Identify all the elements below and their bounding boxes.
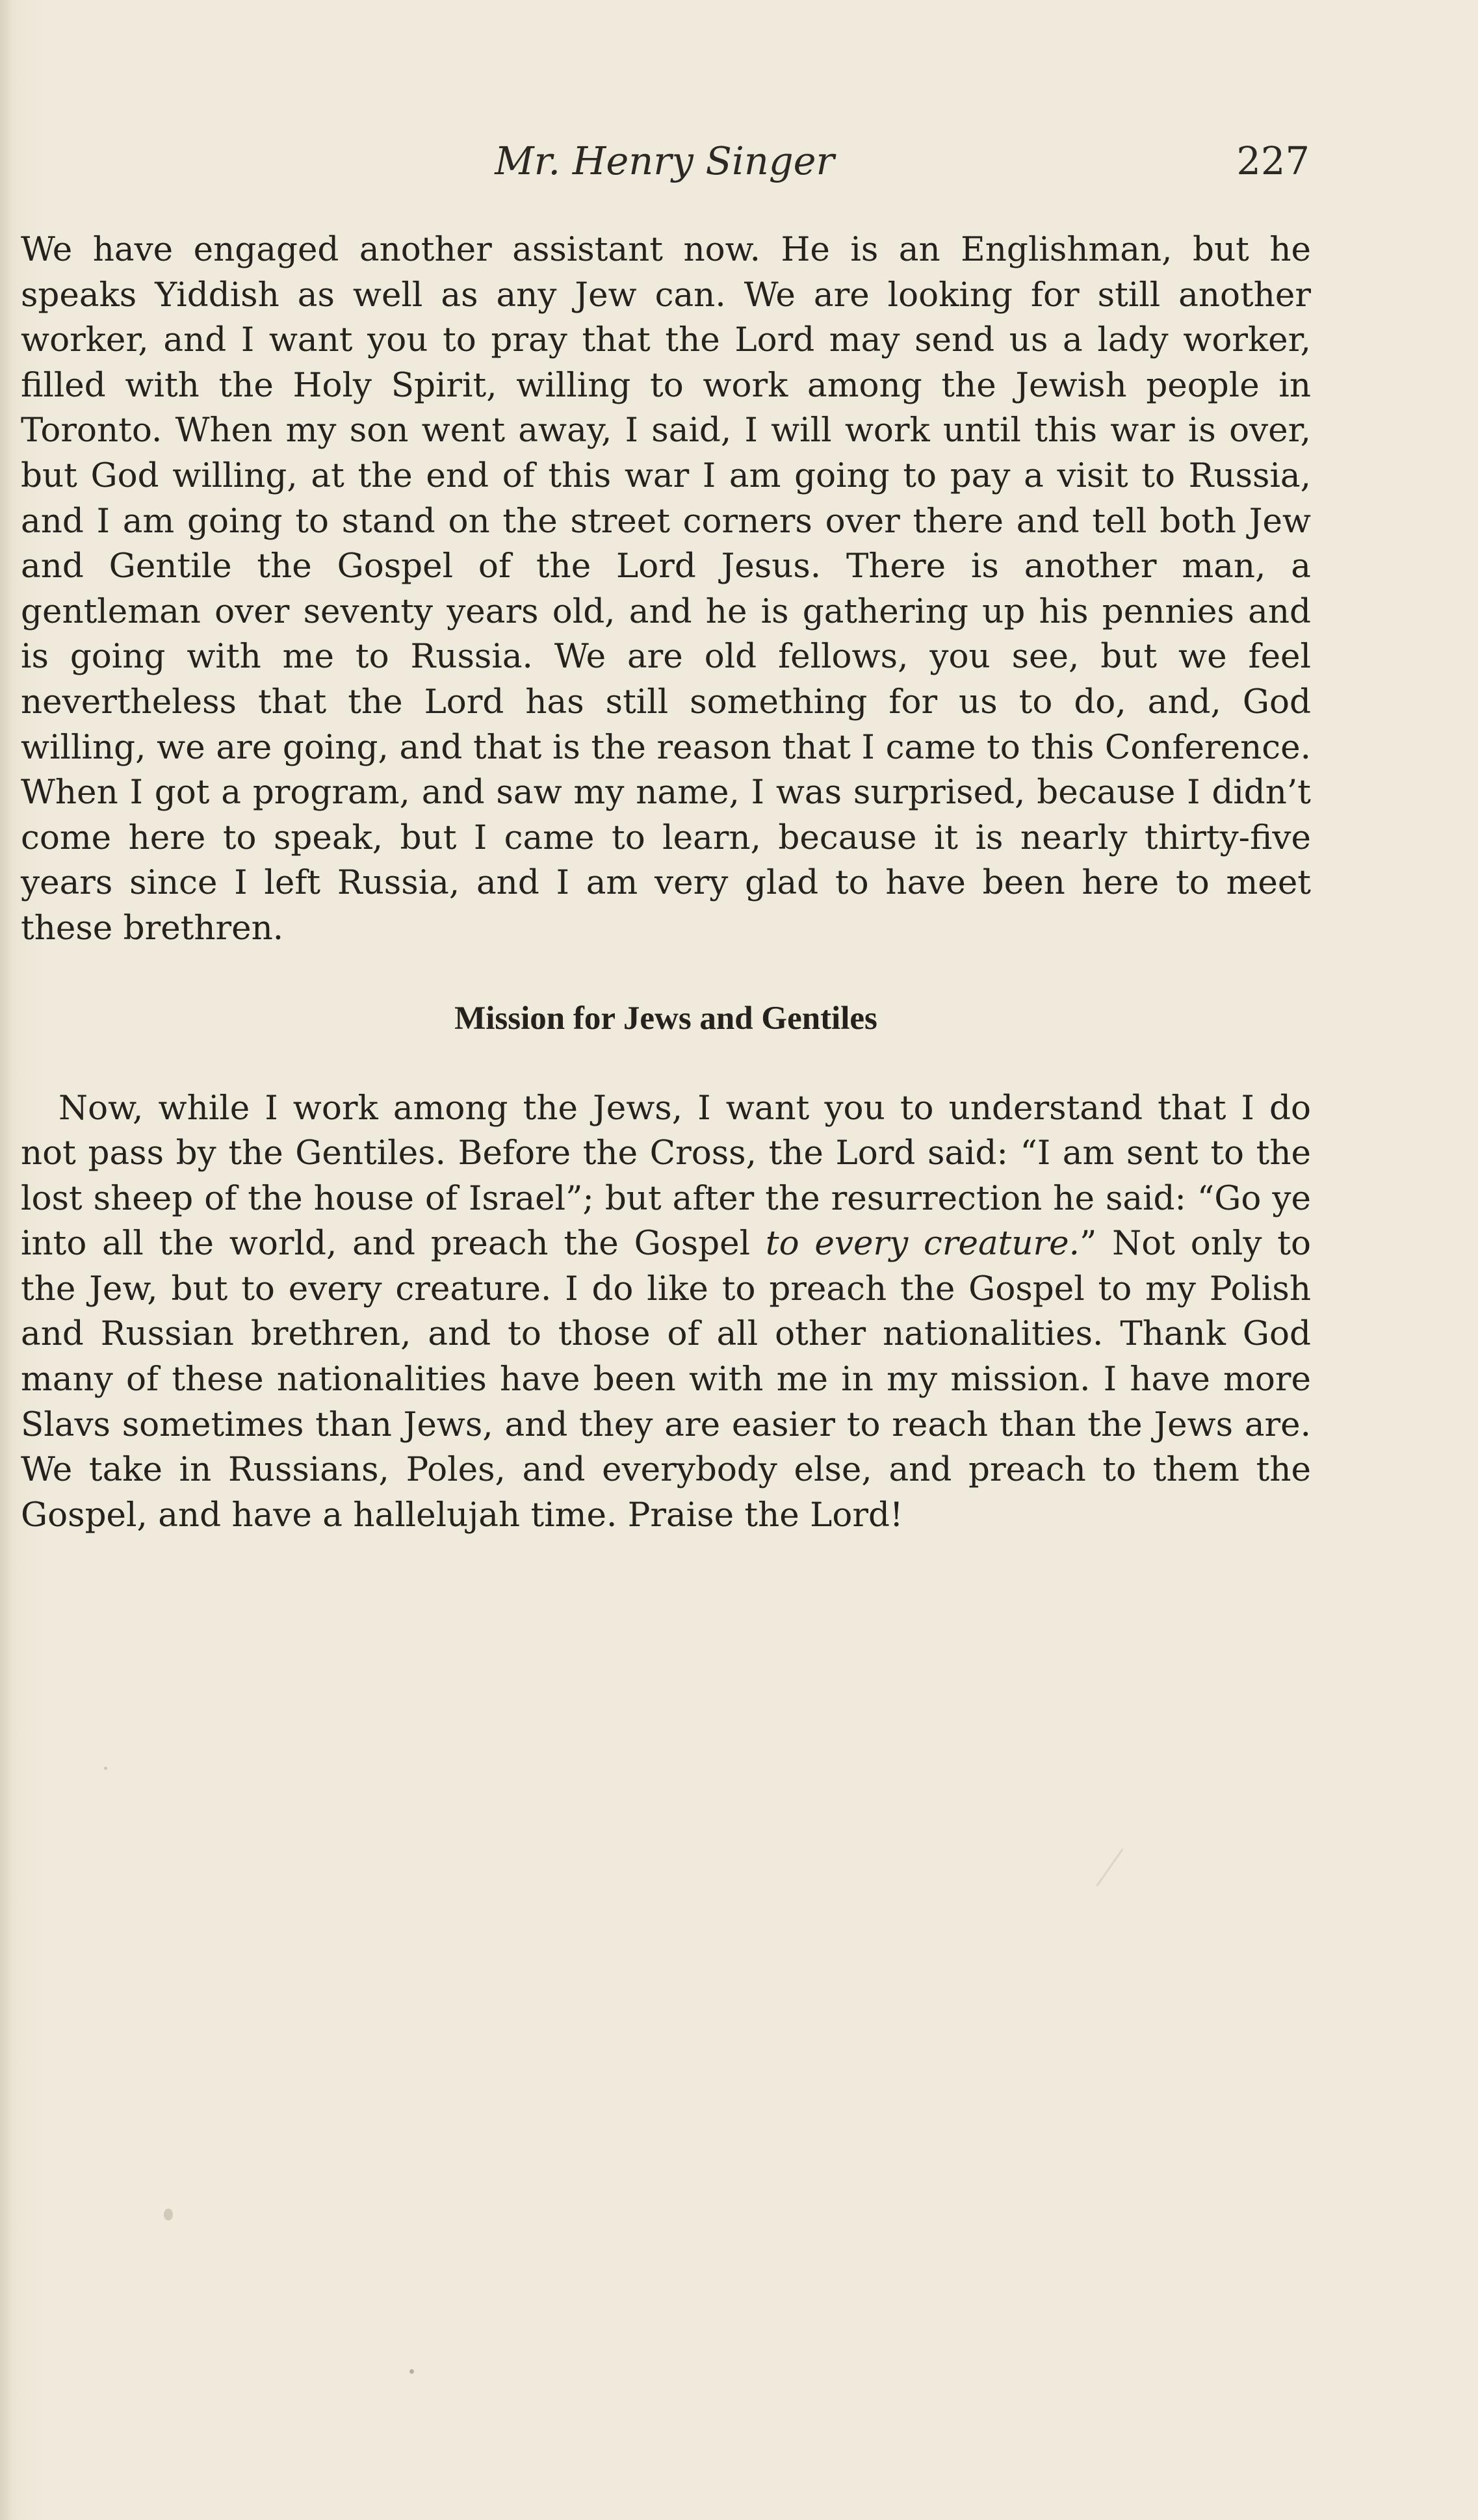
running-head	[19, 135, 1310, 187]
paragraph-2	[21, 1086, 1311, 1539]
page-gutter-shadow	[0, 0, 12, 2520]
running-title: Mr. Henry Singer	[495, 138, 835, 183]
paper-speck	[164, 2209, 173, 2220]
body-text	[21, 227, 1311, 1538]
paragraph-1: We have engaged another assistant now. He is an Englishman, but he speaks Yiddish as well as any Jew can. We are looking for still another worker, and I want you to pray that the Lord may send us a lady worker, filled with the Holy Spirit, willing to work among the Jewish people in Toronto. When my son went away, I said, I will work until this war is over, but God willing, at the end of this war I am going to pay a visit to Russia, and I am going to stand on the street corners over there and tell both Jew and Gentile the Gospel of the Lord Jesus. There is another man, a gentleman over seventy years old, and he is gathering up his pennies and is going with me to Russia. We are old fellows, you see, but we feel nevertheless that the Lord has still something for us to do, and, God willing, we are going, and that is the reason that I came to this Conference. When I got a program, and saw my name, I was surprised, because I didn’t come here to speak, but I came to learn, because it is nearly thirty-five years since I left Russia, and I am very glad to have been here to meet these brethren.	[21, 230, 1311, 948]
spacer	[21, 952, 1311, 996]
page-number: 227	[1236, 138, 1310, 183]
paragraph-2-part-2: ” Not only to the Jew, but to every creature. I do like to preach the Gospel to my Polish and Russian brethren, and to those of all other nationalities. Thank God many of these nationalities have been with me in my mission. I have more Slavs sometimes than Jews, and they are easier to reach than the Jews are. We take in Russians, Poles, and everybody else, and preach to them the Gospel, and have a hallelujah time. Praise the Lord!	[21, 1224, 1311, 1535]
paragraph-2-italic: to every creature.	[765, 1224, 1080, 1264]
section-heading: Mission for Jews and Gentiles	[454, 1000, 877, 1037]
paper-scratch	[1096, 1848, 1124, 1886]
paper-speck	[409, 2369, 414, 2374]
paragraph-2-part-1: Now, while I work among the Jews, I want you to understand that I do not pass by the Gentiles. Before the Cross, the Lord said: “I am sent to the lost sheep of the house of Israel”; but after the resurrection he said: “Go ye into all the world, and preach the Gospel	[21, 1088, 1311, 1264]
spacer	[21, 1041, 1311, 1086]
paper-speck	[104, 1767, 107, 1770]
